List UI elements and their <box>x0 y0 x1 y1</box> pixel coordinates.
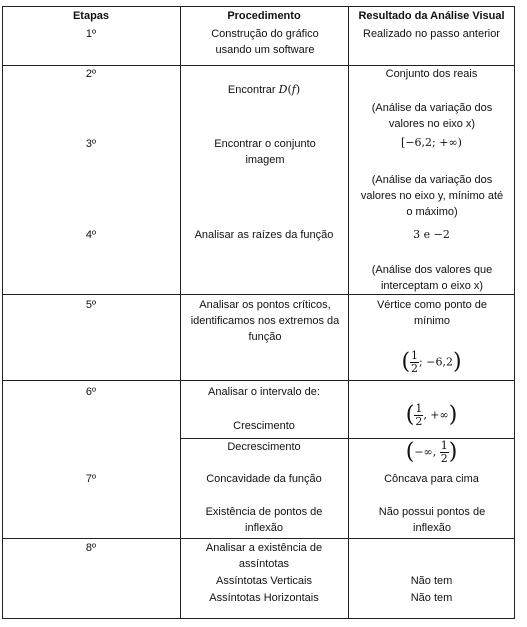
etapa-6: 6º <box>85 386 97 398</box>
res-4: 3 e −2 <box>413 228 450 241</box>
res-7-concavidade: Côncava para cima <box>384 473 479 485</box>
res-7-inflexao: Não possui pontos de inflexão <box>378 506 486 534</box>
etapa-2: 2º <box>85 68 97 80</box>
etapa-1: 1º <box>85 28 97 40</box>
res-6-crescimento: ( $\frac{1}{2}$ , +∞) <box>405 402 458 428</box>
row-border <box>2 6 515 7</box>
res-2: Conjunto dos reais <box>385 68 478 80</box>
row-border <box>2 618 515 619</box>
proc-6-decrescimento: Decrescimento <box>227 441 301 453</box>
etapa-8: 8º <box>85 542 97 554</box>
note-2: (Análise da variação dos valores no eixo x) <box>371 102 493 130</box>
col-border <box>514 6 515 619</box>
analysis-table <box>2 6 515 619</box>
col-border <box>348 6 349 619</box>
row-border <box>2 294 515 295</box>
proc-8-title: Analisar a existência de assíntotas <box>205 542 323 570</box>
proc-8-horizontais: Assíntotas Horizontais <box>209 592 319 604</box>
res-6-decrescimento: (−∞, $\frac{1}{2}$ ) <box>405 439 458 465</box>
etapa-4: 4º <box>85 229 97 241</box>
row-border <box>2 538 515 539</box>
etapa-3: 3º <box>85 138 97 150</box>
res-5-point: ( $\frac{1}{2}$ ; −6,2) <box>401 349 462 375</box>
proc-1: Construção do gráfico usando um software <box>211 28 319 56</box>
proc-8-verticais: Assíntotas Verticais <box>216 575 312 587</box>
header-procedimento: Procedimento <box>227 10 301 22</box>
res-8-horizontais: Não tem <box>410 592 453 604</box>
proc-3: Encontrar o conjunto imagem <box>214 138 316 166</box>
note-3: (Análise da variação dos valores no eixo y, mínimo até o máximo) <box>360 174 504 218</box>
proc-2: Encontrar D(f) <box>227 83 301 96</box>
res-8-verticais: Não tem <box>410 575 453 587</box>
proc-7-inflexao: Existência de pontos de inflexão <box>205 506 323 534</box>
res-3: [−6,2; +∞) <box>401 136 462 149</box>
proc-6-title: Analisar o intervalo de: <box>208 386 320 398</box>
res-5: Vértice como ponto de mínimo <box>376 299 488 327</box>
etapa-5: 5º <box>85 299 97 311</box>
header-resultado: Resultado da Análise Visual <box>358 10 505 22</box>
res-1: Realizado no passo anterior <box>363 28 500 40</box>
proc-7-concavidade: Concavidade da função <box>206 473 322 485</box>
row-border <box>2 380 515 381</box>
etapa-7: 7º <box>85 473 97 485</box>
proc-6-crescimento: Crescimento <box>233 420 295 432</box>
header-etapas: Etapas <box>72 10 110 22</box>
proc-5: Analisar os pontos críticos, identificamos nos extremos da função <box>190 299 340 343</box>
proc-4: Analisar as raízes da função <box>194 229 334 241</box>
note-4: (Análise dos valores que interceptam o eixo x) <box>371 264 493 292</box>
